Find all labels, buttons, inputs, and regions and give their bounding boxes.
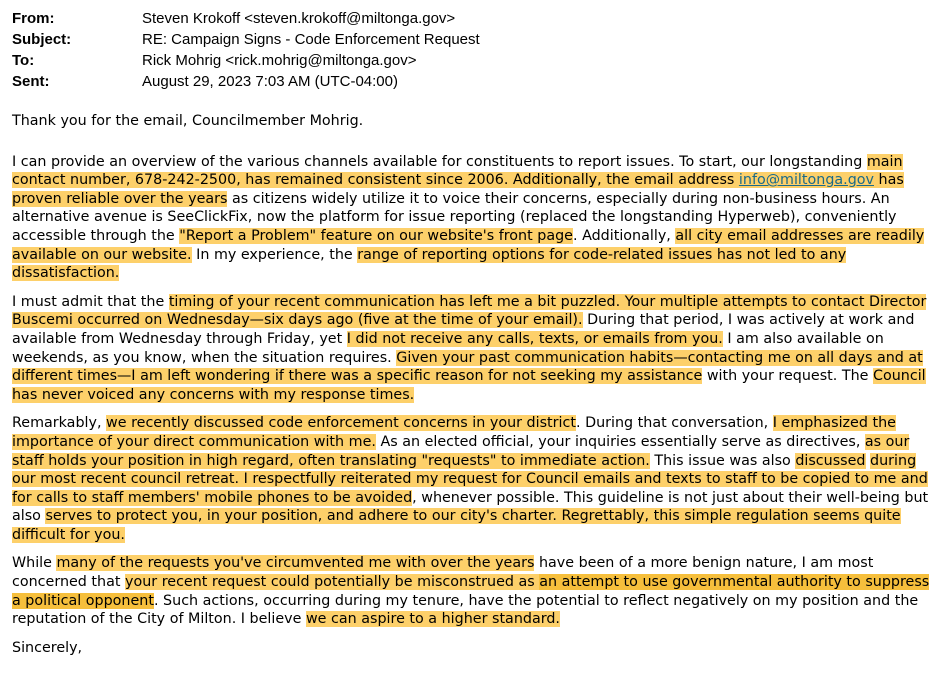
highlighted-text: Council has never voiced any concerns with my response times. — [12, 368, 926, 403]
text-segment: . During that conversation, — [575, 415, 773, 432]
sent-label: Sent: — [12, 73, 50, 90]
to-row — [12, 50, 480, 71]
sent-row — [12, 71, 480, 92]
subject-value: RE: Campaign Signs - Code Enforcement Request — [142, 31, 480, 48]
paragraph-2 — [12, 293, 930, 405]
text-segment: . Such actions, occurring during my tenure, have the potential to reflect negatively on my position and the reputation of the City of Milton. I believe — [12, 592, 919, 628]
highlighted-text: we can aspire to a higher standard. — [305, 611, 560, 628]
highlighted-text: during our most recent council retreat. I respectfully reiterated my request for Council emails and texts to staff to be copied to me and for calls to staff members' mobile phones to be avoided — [12, 452, 928, 506]
paragraph-4 — [12, 554, 930, 628]
text-segment: Remarkably, — [12, 415, 107, 432]
text-segment: As an elected official, your inquiries essentially serve as directives, — [375, 433, 865, 450]
highlighted-text: all city email addresses are readily available on our website. — [12, 227, 925, 263]
highlighted-text: serves to protect you, in your position, and adhere to our city's charter. Regrettably, this simple regulation seems quite difficult for you. — [12, 508, 901, 543]
from-label: From: — [12, 10, 55, 27]
highlighted-text: I did not receive any calls, texts, or emails from you. — [346, 330, 723, 347]
text-segment: In my experience, the — [191, 246, 358, 263]
text-segment: While — [12, 555, 57, 572]
text-segment: , whenever possible. This guideline is not just about their well-being but also — [12, 489, 929, 525]
highlighted-text: "Report a Problem" feature on our website's front page — [179, 227, 573, 244]
highlighted-text: I emphasized the importance of your direct communication with me. — [12, 415, 896, 450]
text-segment: I am also available on weekends, as you know, when the situation requires. — [12, 330, 884, 366]
sent-value: August 29, 2023 7:03 AM (UTC-04:00) — [142, 73, 398, 90]
highlighted-text: many of the requests you've circumvented me with over the years — [56, 555, 535, 572]
email-link[interactable]: info@miltonga.gov — [738, 172, 874, 189]
from-row — [12, 8, 480, 29]
text-segment: I can provide an overview of the various channels available for constituents to report issues. To start, our longstanding — [12, 153, 867, 170]
paragraph-3 — [12, 414, 930, 544]
text-segment: During that period, I was actively at work and available from Wednesday through Friday, yet — [12, 312, 915, 347]
highlighted-text: your recent request could potentially be misconstrued as — [125, 574, 540, 591]
to-label: To: — [12, 52, 35, 69]
closing: Sincerely, — [12, 639, 83, 656]
text-segment: . Additionally, — [572, 227, 676, 244]
highlighted-text: has proven reliable over the years — [12, 172, 904, 207]
highlighted-text: we recently discussed code enforcement concerns in your district — [106, 415, 576, 432]
greeting: Thank you for the email, Councilmember Mohrig. — [12, 113, 364, 129]
email-body — [12, 112, 930, 667]
text-segment: as citizens widely utilize it to voice their concerns, especially during non-business hours. An alternative avenue is SeeClickFix, now the platform for issue reporting (replaced the longstanding Hyperweb), conveniently accessible through the — [12, 190, 897, 244]
text-segment: with your request. The — [702, 368, 873, 385]
highlighted-text: range of reporting options for code-related issues has not led to any dissatisfaction. — [12, 246, 847, 282]
email-header — [12, 8, 480, 92]
paragraph-1 — [12, 153, 930, 283]
text-segment: I must admit that the — [12, 293, 169, 310]
subject-label: Subject: — [12, 31, 72, 48]
highlighted-text: main contact number, 678-242-2500, has remained consistent since 2006. Additionally, the email address — [12, 153, 903, 189]
highlighted-text: timing of your recent communication has left me a bit puzzled. Your multiple attempts to contact Director Buscemi occurred on Wednesday—six days ago (five at the time of your email). — [12, 293, 927, 329]
text-segment: This issue was also — [649, 452, 796, 469]
highlighted-text: as our staff holds your position in high regard, often translating "requests" to immediate action. — [12, 433, 910, 469]
to-value: Rick Mohrig <rick.mohrig@miltonga.gov> — [142, 52, 417, 69]
highlighted-text: Given your past communication habits—contacting me on all days and at different times—I am left wondering if there was a specific reason for not seeking my assistance — [12, 349, 923, 385]
from-value: Steven Krokoff <steven.krokoff@miltonga.gov> — [142, 10, 456, 27]
subject-row — [12, 29, 480, 50]
highlighted-text: discussed — [795, 452, 866, 469]
highlighted-text-strong: an attempt to use governmental authority to suppress a political opponent — [12, 574, 930, 609]
text-segment: have been of a more benign nature, I am most concerned that — [12, 555, 874, 591]
